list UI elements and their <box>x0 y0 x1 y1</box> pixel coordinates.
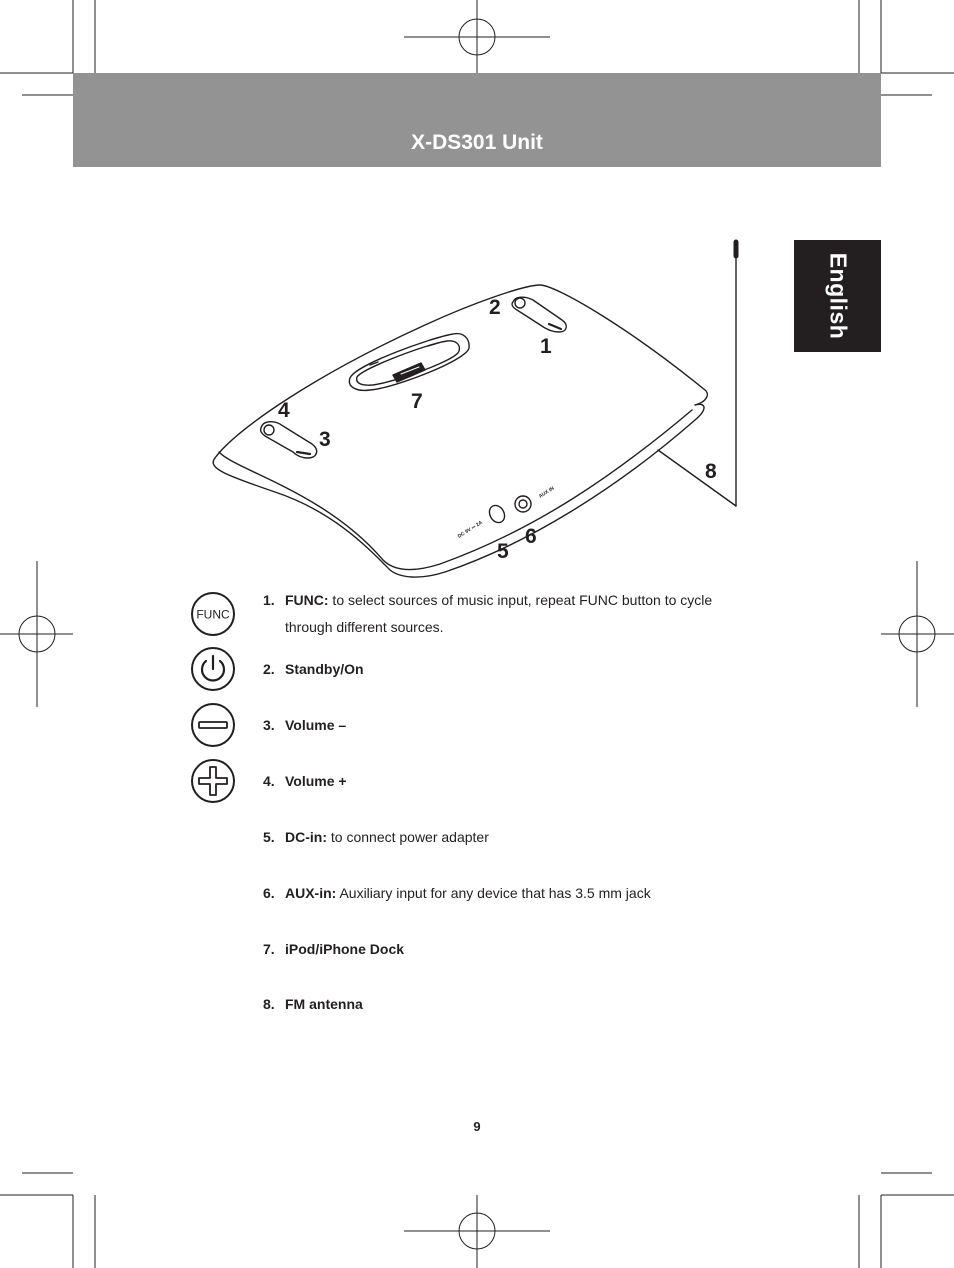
item-term: Volume + <box>285 773 347 789</box>
item-description: Auxiliary input for any device that has 3.5 mm jack <box>336 885 651 901</box>
callout-5: 5 <box>497 540 509 563</box>
item-number: 2. <box>263 661 275 677</box>
item-number: 5. <box>263 829 275 845</box>
list-item <box>263 936 753 963</box>
func-icon-label: FUNC <box>196 607 230 622</box>
item-term: Volume – <box>285 717 347 733</box>
item-number: 8. <box>263 996 275 1012</box>
page-number: 9 <box>473 1119 481 1134</box>
minus-icon <box>190 702 236 748</box>
list-item <box>263 712 753 739</box>
item-term: Standby/On <box>285 661 364 677</box>
dc-port-label: DC 9V ⎓ 2A <box>456 519 484 540</box>
device-front-panel <box>213 404 704 577</box>
dock-cradle <box>349 334 469 391</box>
item-term: FUNC: <box>285 592 329 608</box>
power-icon <box>190 646 236 692</box>
item-number: 1. <box>263 592 275 608</box>
callout-6: 6 <box>525 525 537 548</box>
callout-8: 8 <box>705 460 717 483</box>
item-term: DC-in: <box>285 829 327 845</box>
item-description: to select sources of music input, repeat FUNC button to cycle through different sources. <box>285 592 713 635</box>
callout-7: 7 <box>411 390 423 413</box>
callout-4: 4 <box>278 399 290 422</box>
list-item <box>263 991 753 1018</box>
item-number: 7. <box>263 941 275 957</box>
item-term: iPod/iPhone Dock <box>285 941 405 957</box>
list-item <box>263 587 753 641</box>
callout-3: 3 <box>319 428 331 451</box>
item-number: 6. <box>263 885 275 901</box>
language-tab-label: English <box>825 252 851 340</box>
item-term: FM antenna <box>285 996 363 1012</box>
item-description: to connect power adapter <box>327 829 489 845</box>
callout-2: 2 <box>489 296 501 319</box>
page-title: X-DS301 Unit <box>411 131 543 154</box>
header-bar <box>73 73 881 167</box>
callout-1: 1 <box>540 335 552 358</box>
item-number: 4. <box>263 773 275 789</box>
top-button-pill-left <box>261 422 317 458</box>
list-item <box>263 824 753 851</box>
list-item <box>263 656 753 683</box>
func-button-icon <box>190 591 236 637</box>
aux-port-label: AUX IN <box>537 485 556 500</box>
top-button-pill-right <box>512 297 566 332</box>
item-number: 3. <box>263 717 275 733</box>
item-term: AUX-in: <box>285 885 337 901</box>
plus-icon <box>190 758 236 804</box>
rear-ports <box>486 496 531 525</box>
language-tab <box>794 240 881 352</box>
device-diagram <box>195 230 775 590</box>
list-item <box>263 880 753 907</box>
list-item <box>263 768 753 795</box>
device-top-surface <box>215 285 707 458</box>
